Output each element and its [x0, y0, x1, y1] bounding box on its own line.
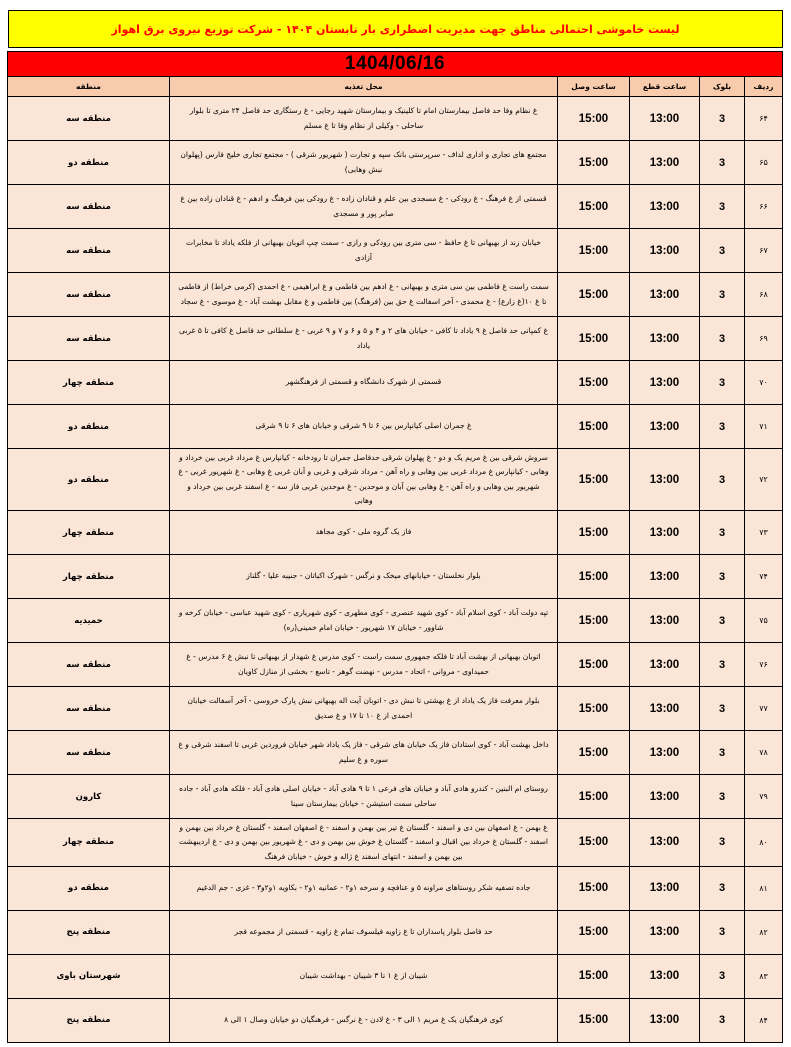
location-cell: سروش شرقی بین غ مریم یک و دو - غ پهلوان شرقی حدفاصل جمران تا رودخانه - کیانپارس غ مرداد غربی بین خرداد و وهابی - کیانپارس غ مرداد غربی بین وهابی و راه آهن - مرداد شرقی و غربی و آبان غربی غ وهابی - غ شهریور غربی - غ شهریور بین وهابی و راه آهن - غ وهابی بین آبان و موحدین - غ موحدین غربی فاز سه - غ اسفند غربی بین خرداد و وهابی	[170, 449, 558, 511]
table-row	[7, 775, 782, 819]
location-cell: غ بهمن - غ اصفهان بین دی و اسفند - گلستان غ تیر بین بهمن و اسفند - غ اصفهان اسفند - گلستان غ خرداد بین بهمن و اسفند - گلستان غ خرداد بین اقبال و اسفند - گلستان غ خوش بین بهمن و دی - غ شهریور بین بهمن و دی - غ اردیبهشت بین بهمن و اسفند - انتهای اسفند غ ژاله و خوش - خیابان فرهنگ	[170, 819, 558, 867]
block-cell: 3	[700, 998, 745, 1042]
block-cell: 3	[700, 731, 745, 775]
row-number-cell: ۷۵	[745, 599, 783, 643]
region-cell: منطقه سه	[7, 731, 169, 775]
row-number-cell: ۸۲	[745, 910, 783, 954]
off-time-cell: 13:00	[630, 998, 700, 1042]
off-time-cell: 13:00	[630, 555, 700, 599]
off-time-cell: 13:00	[630, 599, 700, 643]
block-cell: 3	[700, 555, 745, 599]
location-cell: فاز یک گروه ملی - کوی مجاهد	[170, 511, 558, 555]
outage-table	[7, 51, 783, 1043]
block-cell: 3	[700, 273, 745, 317]
on-time-cell: 15:00	[558, 643, 630, 687]
block-cell: 3	[700, 910, 745, 954]
table-row	[7, 361, 782, 405]
block-cell: 3	[700, 819, 745, 867]
on-time-cell: 15:00	[558, 405, 630, 449]
block-cell: 3	[700, 141, 745, 185]
on-time-cell: 15:00	[558, 449, 630, 511]
table-row	[7, 731, 782, 775]
region-cell: منطقه دو	[7, 449, 169, 511]
region-cell: منطقه سه	[7, 97, 169, 141]
region-cell: منطقه سه	[7, 317, 169, 361]
off-time-cell: 13:00	[630, 731, 700, 775]
block-cell: 3	[700, 687, 745, 731]
row-number-cell: ۷۳	[745, 511, 783, 555]
location-cell: مجتمع های تجاری و اداری لداف - سرپرستی بانک سپه و تجارت ( شهریور شرقی ) - مجتمع تجاری خلیج فارس (پهلوان نبش وهابی)	[170, 141, 558, 185]
row-number-cell: ۶۸	[745, 273, 783, 317]
table-row	[7, 599, 782, 643]
schedule-date: 1404/06/16	[344, 53, 446, 74]
location-cell: غ کمپانی حد فاصل غ ۹ یاداد تا کافی - خیابان های ۲ و ۴ و ۵ و ۶ و ۷ و ۹ غربی - غ سلطانی حد فاصل غ کافی تا ۵ غربی یاداد	[170, 317, 558, 361]
table-row	[7, 405, 782, 449]
date-row	[7, 52, 782, 77]
on-time-cell: 15:00	[558, 998, 630, 1042]
table-row	[7, 687, 782, 731]
table-row	[7, 819, 782, 867]
location-cell: غ جمران اصلی کیانپارس بین ۶ تا ۹ شرقی و خیابان های ۶ تا ۹ شرقی	[170, 405, 558, 449]
location-cell: جاده تصفیه شکر روستاهای مراونه ۵ و عنافچه و سرخه ۱و۲ - عمانیه ۱و۲ - بکاویه ۱و۲و۳ - غزی - جم الدغیم	[170, 866, 558, 910]
region-cell: منطقه چهار	[7, 819, 169, 867]
block-cell: 3	[700, 866, 745, 910]
column-header-off-time: ساعت قطع	[630, 77, 700, 97]
row-number-cell: ۸۱	[745, 866, 783, 910]
page-title: لیست خاموشی احتمالی مناطق جهت مدیریت اضطراری بار تابستان ۱۴۰۴ - شرکت توزیع نیروی برق اهواز	[111, 22, 680, 36]
block-cell: 3	[700, 185, 745, 229]
on-time-cell: 15:00	[558, 731, 630, 775]
region-cell: منطقه دو	[7, 141, 169, 185]
block-cell: 3	[700, 449, 745, 511]
location-cell: خیابان زند از بهبهانی تا غ حافظ - سی متری بین رودکی و رازی - سمت چپ اتوبان بهبهانی از فلکه یاداد تا مخابرات آزادی	[170, 229, 558, 273]
on-time-cell: 15:00	[558, 361, 630, 405]
row-number-cell: ۸۳	[745, 954, 783, 998]
on-time-cell: 15:00	[558, 910, 630, 954]
off-time-cell: 13:00	[630, 819, 700, 867]
region-cell: حمیدیه	[7, 599, 169, 643]
row-number-cell: ۷۶	[745, 643, 783, 687]
row-number-cell: ۷۲	[745, 449, 783, 511]
table-row	[7, 317, 782, 361]
location-cell: قسمتی از غ فرهنگ - غ رودکی - غ مسجدی بین علم و قنادان زاده - غ رودکی بین فرهنگ و ادهم - غ قنادان زاده بین غ صابر پور و مسجدی	[170, 185, 558, 229]
off-time-cell: 13:00	[630, 185, 700, 229]
off-time-cell: 13:00	[630, 273, 700, 317]
region-cell: منطقه چهار	[7, 555, 169, 599]
on-time-cell: 15:00	[558, 599, 630, 643]
block-cell: 3	[700, 229, 745, 273]
off-time-cell: 13:00	[630, 97, 700, 141]
off-time-cell: 13:00	[630, 229, 700, 273]
row-number-cell: ۶۹	[745, 317, 783, 361]
off-time-cell: 13:00	[630, 317, 700, 361]
off-time-cell: 13:00	[630, 141, 700, 185]
location-cell: بلوار نخلستان - خیابانهای میخک و نرگس - شهرک اکباتان - جنیبه علیا - گلناز	[170, 555, 558, 599]
on-time-cell: 15:00	[558, 229, 630, 273]
location-cell: تپه دولت آباد - کوی اسلام آباد - کوی شهید عنصری - کوی مطهری - کوی شهریاری - کوی شهید عباسی - خیابان کرخه و شاوور - خیابان ۱۷ شهریور - خیابان امام خمینی(ره)	[170, 599, 558, 643]
column-header-location: محل تغذیه	[170, 77, 558, 97]
row-number-cell: ۸۴	[745, 998, 783, 1042]
block-cell: 3	[700, 643, 745, 687]
off-time-cell: 13:00	[630, 687, 700, 731]
location-cell: داخل بهشت آباد - کوی استادان فاز یک خیابان های شرقی - فاز یک یاداد شهر خیابان فروردین غربی تا اسفند شرقی و غ سوره و غ سلیم	[170, 731, 558, 775]
region-cell: منطقه دو	[7, 405, 169, 449]
block-cell: 3	[700, 954, 745, 998]
row-number-cell: ۸۰	[745, 819, 783, 867]
off-time-cell: 13:00	[630, 866, 700, 910]
location-cell: غ نظام وفا حد فاصل بیمارستان امام تا کلینیک و بیمارستان شهید رجایی - غ رستگاری حد فاصل ۲۴ متری تا بلوار ساحلی - وکیلی از نظام وفا تا غ مسلم	[170, 97, 558, 141]
block-cell: 3	[700, 97, 745, 141]
row-number-cell: ۶۶	[745, 185, 783, 229]
column-header-row-no: ردیف	[745, 77, 783, 97]
table-row	[7, 273, 782, 317]
row-number-cell: ۷۸	[745, 731, 783, 775]
block-cell: 3	[700, 775, 745, 819]
row-number-cell: ۶۵	[745, 141, 783, 185]
table-row	[7, 185, 782, 229]
region-cell: منطقه سه	[7, 643, 169, 687]
on-time-cell: 15:00	[558, 775, 630, 819]
column-header-block: بلوک	[700, 77, 745, 97]
off-time-cell: 13:00	[630, 511, 700, 555]
table-row	[7, 511, 782, 555]
table-header-row	[7, 77, 782, 97]
location-cell: سمت راست غ فاطمی بین سی متری و بهبهانی - غ ادهم بین فاطمی و غ ابراهیمی - غ احمدی (کرمی خراط) از فاطمی تا غ ۱۰(غ زارع) - غ محمدی - آخر اسفالت غ حق بین (فرهنگ) بین فاطمی و غ مقابل بهشت آباد - غ موسوی - غ سجاد	[170, 273, 558, 317]
region-cell: منطقه سه	[7, 229, 169, 273]
outage-table-body	[7, 97, 782, 1043]
on-time-cell: 15:00	[558, 141, 630, 185]
table-row	[7, 643, 782, 687]
table-row	[7, 449, 782, 511]
location-cell: روستای ام البنین - کندرو هادی آباد و خیابان های فرعی ۱ تا ۹ هادی آباد - خیابان اصلی هادی آباد - فلکه هادی آباد - جاده ساحلی سمت استیشن - خیابان بیمارستان سینا	[170, 775, 558, 819]
on-time-cell: 15:00	[558, 954, 630, 998]
table-row	[7, 954, 782, 998]
region-cell: منطقه سه	[7, 273, 169, 317]
row-number-cell: ۶۷	[745, 229, 783, 273]
location-cell: کوی فرهنگیان یک غ مریم ۱ الی ۳ - غ لادن - غ نرگس - فرهنگیان دو خیابان وصال ۱ الی ۸	[170, 998, 558, 1042]
location-cell: حد فاصل بلوار پاسداران تا غ زاویه فیلسوف تمام غ زاویه - قسمتی از مجموعه فجر	[170, 910, 558, 954]
on-time-cell: 15:00	[558, 866, 630, 910]
on-time-cell: 15:00	[558, 317, 630, 361]
title-bar	[8, 10, 783, 48]
block-cell: 3	[700, 317, 745, 361]
on-time-cell: 15:00	[558, 185, 630, 229]
table-row	[7, 555, 782, 599]
location-cell: شیبان از غ ۱ تا ۳ شیبان - بهداشت شیبان	[170, 954, 558, 998]
region-cell: منطقه چهار	[7, 511, 169, 555]
table-row	[7, 229, 782, 273]
table-row	[7, 141, 782, 185]
region-cell: منطقه دو	[7, 866, 169, 910]
table-row	[7, 866, 782, 910]
row-number-cell: ۶۴	[745, 97, 783, 141]
location-cell: اتوبان بهبهانی از بهشت آباد تا فلکه جمهوری سمت راست - کوی مدرس غ شهدار از بهبهانی تا نبش غ ۶ مدرس - غ حمیداوی - مروانی - اتحاد - مدرس - نهضت گوهر - تاسع - بخشی از منازل کاویان	[170, 643, 558, 687]
row-number-cell: ۷۱	[745, 405, 783, 449]
column-header-on-time: ساعت وصل	[558, 77, 630, 97]
table-row	[7, 97, 782, 141]
off-time-cell: 13:00	[630, 643, 700, 687]
region-cell: منطقه سه	[7, 687, 169, 731]
off-time-cell: 13:00	[630, 361, 700, 405]
row-number-cell: ۷۹	[745, 775, 783, 819]
block-cell: 3	[700, 599, 745, 643]
on-time-cell: 15:00	[558, 273, 630, 317]
row-number-cell: ۷۴	[745, 555, 783, 599]
date-bar	[7, 52, 782, 77]
table-row	[7, 998, 782, 1042]
off-time-cell: 13:00	[630, 910, 700, 954]
off-time-cell: 13:00	[630, 775, 700, 819]
region-cell: شهرستان باوی	[7, 954, 169, 998]
region-cell: منطقه پنج	[7, 998, 169, 1042]
block-cell: 3	[700, 361, 745, 405]
on-time-cell: 15:00	[558, 97, 630, 141]
region-cell: منطقه چهار	[7, 361, 169, 405]
table-row	[7, 910, 782, 954]
on-time-cell: 15:00	[558, 687, 630, 731]
location-cell: قسمتی از شهرک دانشگاه و قسمتی از فرهنگشهر	[170, 361, 558, 405]
region-cell: منطقه پنج	[7, 910, 169, 954]
block-cell: 3	[700, 511, 745, 555]
column-header-region: منطقه	[7, 77, 169, 97]
region-cell: کارون	[7, 775, 169, 819]
off-time-cell: 13:00	[630, 405, 700, 449]
on-time-cell: 15:00	[558, 819, 630, 867]
off-time-cell: 13:00	[630, 449, 700, 511]
on-time-cell: 15:00	[558, 511, 630, 555]
block-cell: 3	[700, 405, 745, 449]
region-cell: منطقه سه	[7, 185, 169, 229]
location-cell: بلوار معرفت فاز یک یاداد از غ بهشتی تا نبش دی - اتوبان آیت اله بهبهانی نبش پارک خروسی - آخر آسفالت خیابان احمدی از غ ۱۰ تا ۱۷ و غ صدیق	[170, 687, 558, 731]
row-number-cell: ۷۰	[745, 361, 783, 405]
row-number-cell: ۷۷	[745, 687, 783, 731]
on-time-cell: 15:00	[558, 555, 630, 599]
off-time-cell: 13:00	[630, 954, 700, 998]
